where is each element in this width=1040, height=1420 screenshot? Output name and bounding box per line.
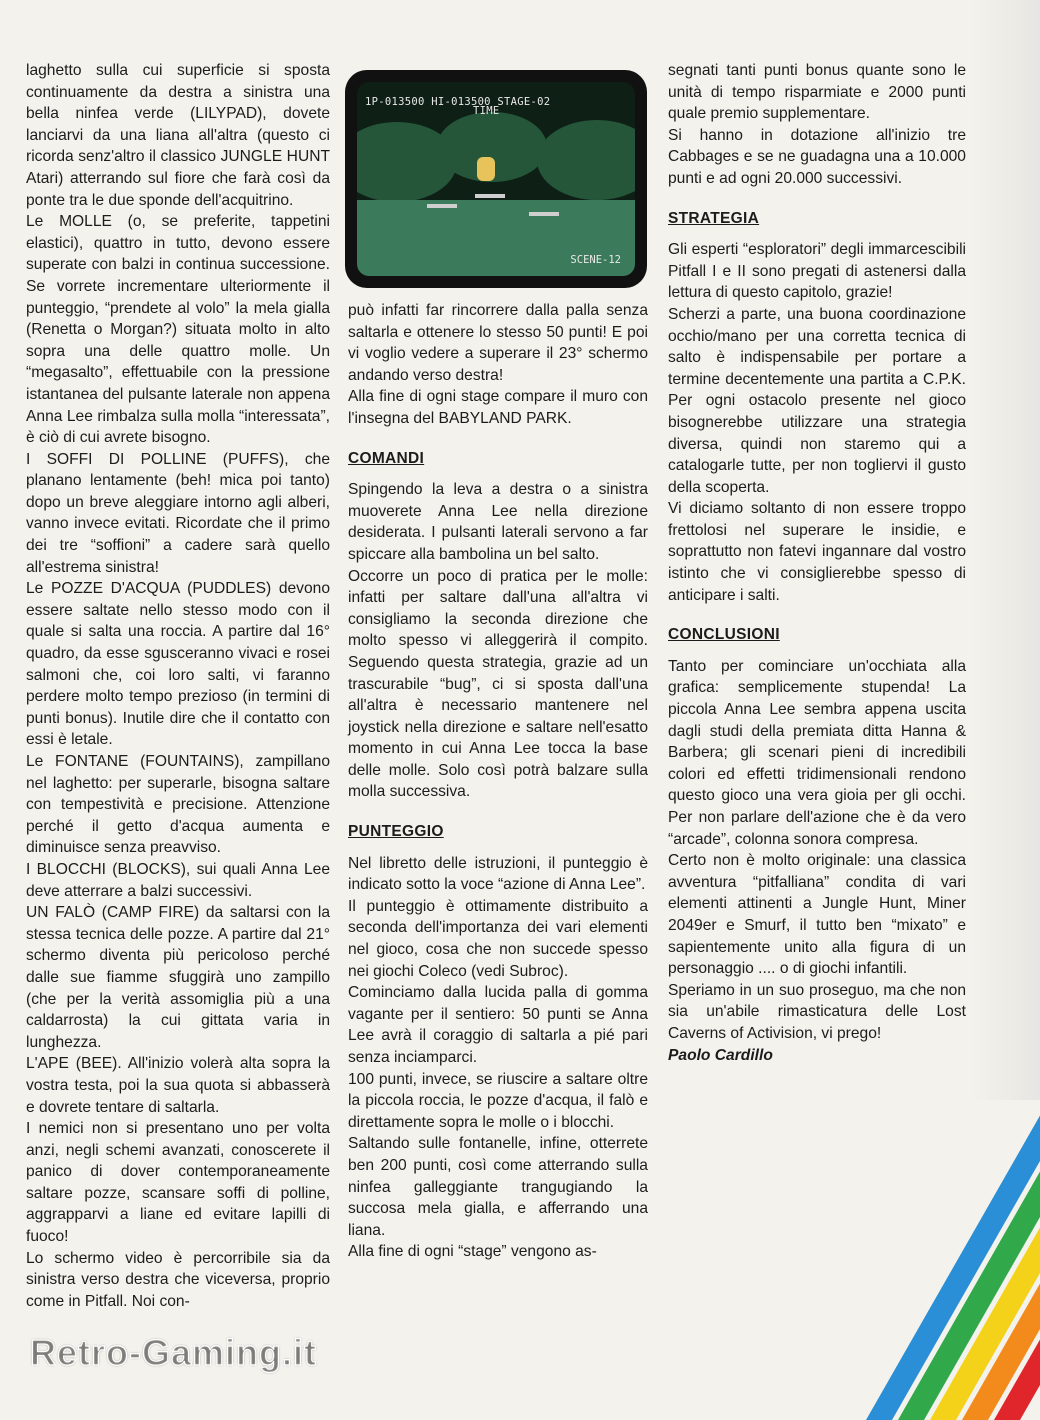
paragraph: segnati tanti punti bonus quante sono le unità di tempo risparmiate e 2000 punti quale premio supplementare. <box>668 62 966 123</box>
hud-time: TIME <box>473 105 500 117</box>
tree-canopy <box>537 120 635 200</box>
paragraph: UN FALÒ (CAMP FIRE) da saltarsi con la stessa tecnica delle pozze. A partire dal 21° schermo diventa più pericoloso perché dalle sue fiamme sfuggirà uno zampillo (che per la verità assomiglia più a una caldarrosta) la cui gittata varia in lunghezza. <box>26 904 330 1051</box>
paragraph: Si hanno in dotazione all'inizio tre Cabbages e se ne guadagna una a 10.000 punti e ad ogni 20.000 successivi. <box>668 126 966 187</box>
paragraph: Certo non è molto originale: una classica avventura “pitfalliana” condita di vari elementi attinenti a Jungle Hunt, Miner 2049er e Smurf, il tutto ben “mixato” e sapientemente unito alla figura di un personaggio .... o di giochi infantili. <box>668 852 966 978</box>
paragraph: Spingendo la leva a destra o a sinistra muoverete Anna Lee nella direzione desiderata. I pulsanti laterali servono a far spiccare alla bambolina un bel salto. <box>348 481 648 563</box>
rainbow-stripes <box>860 1100 1040 1420</box>
paragraph: Lo schermo video è percorribile sia da sinistra verso destra che viceversa, proprio come in Pitfall. Noi con- <box>26 1249 330 1310</box>
paragraph: Vi diciamo soltanto di non essere troppo frettolosi nel superare le insidie, e soprattutto non fatevi ingannare dal vostro istinto che vi consiglierebbe spesso di anticipare i salti. <box>668 500 966 604</box>
paragraph: Le FONTANE (FOUNTAINS), zampillano nel laghetto: per superarle, bisogna saltare con tempestività e precisione. Attenzione perché il getto d'acqua aumenta e diminuisce senza preavviso. <box>26 753 330 857</box>
author-signature: Paolo Cardillo <box>668 1046 773 1064</box>
paragraph: Alla fine di ogni “stage” vengono as- <box>348 1243 597 1261</box>
paragraph: Le POZZE D'ACQUA (PUDDLES) devono essere saltate nello stesso modo con il quale si salta una roccia. A partire dal 16° quadro, da esse sgusceranno vivaci e rosei salmoni che, coi loro salti, vi faranno perdere molto tempo prezioso (in termini di punti bonus). Inutile dire che il contatto con essi è letale. <box>26 580 330 749</box>
paragraph: Il punteggio è ottimamente distribuito a seconda dell'importanza dei vari elementi nel gioco, cosa che non succede spesso nei giochi Coleco (vedi Subroc). <box>348 897 648 980</box>
spring-platform <box>475 194 505 198</box>
page-edge-shadow <box>970 0 1040 1100</box>
section-heading-punteggio: PUNTEGGIO <box>348 823 444 841</box>
paragraph: Alla fine di ogni stage compare il muro con l'insegna del BABYLAND PARK. <box>348 388 648 427</box>
paragraph: Cominciamo dalla lucida palla di gomma vagante per il sentiero: 50 punti se Anna Lee avrà il coraggio di saltarla a pié pari senza inciamparci. <box>348 984 648 1066</box>
column-2 <box>348 300 648 1263</box>
paragraph: Speriamo in un suo proseguo, ma che non sia un'abile rimasticatura delle Lost Caverns of Activision, vi prego! <box>668 981 966 1042</box>
section-heading-strategia: STRATEGIA <box>668 209 760 227</box>
anna-lee-sprite <box>477 157 495 181</box>
game-screen <box>357 82 635 276</box>
paragraph: I nemici non si presentano uno per volta anzi, negli schemi avanzati, conoscerete il panico di dover contemporaneamente saltare pozze, scansare soffi di polline, aggrapparvi a liane ed evitare lapilli di fuoco! <box>26 1120 330 1246</box>
paragraph: Gli esperti “esploratori” degli immarcescibili Pitfall I e II sono pregati di astenersi dalla lettura di questo capitolo, grazie! <box>668 241 966 302</box>
spring-platform <box>427 204 457 208</box>
paragraph: Nel libretto delle istruzioni, il punteggio è indicato sotto la voce “azione di Anna Lee”. <box>348 854 648 894</box>
paragraph: L'APE (BEE). All'inizio volerà alta sopra la vostra testa, poi la sua quota si abbasserà e dovrete tentare di saltarla. <box>26 1055 330 1116</box>
paragraph: I BLOCCHI (BLOCKS), sui quali Anna Lee deve atterrare a balzi successivi. <box>26 860 330 900</box>
paragraph: Saltando sulle fontanelle, infine, otterrete ben 200 punti, così come atterrando sulla ninfea galleggiante trangugiando la succosa mela gialla, e afferrando una liana. <box>348 1135 648 1239</box>
section-heading-comandi: COMANDI <box>348 449 425 467</box>
paragraph: Occorre un poco di pratica per le molle: infatti per saltare dall'una all'altra vi consigliamo la seconda direzione che molto spesso vi alleggerirà il compito. Seguendo questa strategia, grazie ad un trascurabile “bug”, ci si sposta dall'una all'altra è necessario mantenere nel joystick nella direzione e saltare nell'esatto momento in cui Anna Lee tocca la base delle molle. Solo così potrà balzare sulla molla successiva. <box>348 567 648 801</box>
scene-label: SCENE-12 <box>570 254 621 266</box>
watermark: Retro-Gaming.it <box>30 1332 318 1373</box>
paragraph: laghetto sulla cui superficie si sposta continuamente da destra a sinistra una bella ninfea verde (LILYPAD), dovete lanciarvi da una liana all'altra (questo ci ricorda senz'altro il classico JUNGLE HUNT Atari) atterrando sul fiore che farà così da ponte tra le due sponde dell'acquitrino. <box>26 62 330 209</box>
paragraph: Le MOLLE (o, se preferite, tappetini elastici), quattro in tutto, devono essere superate con balzi in continua successione. Se vorrete incrementare ulteriormente il punteggio, “prendete al volo” la mela gialla (Renetta o Morgan?) situata molto in alto sopra una delle quattro molle. Un “megasalto”, effettuabile con la pressione istantanea del pulsante laterale non appena Anna Lee rimbalza sulla molla “interessata”, è ciò di cui avrete bisogno. <box>26 213 330 447</box>
spring-platform <box>529 212 559 216</box>
column-1 <box>26 60 330 1312</box>
paragraph: 100 punti, invece, se riuscire a saltare oltre la piccola roccia, le pozze d'acqua, il falò e direttamente sopra le molle o i blocchi. <box>348 1070 648 1131</box>
hud-score: 1P-013500 HI-013500 STAGE-02 <box>365 96 551 108</box>
game-screenshot <box>345 70 647 288</box>
section-heading-conclusioni: CONCLUSIONI <box>668 626 780 644</box>
paragraph: può infatti far rincorrere dalla palla senza saltarla e ottenere lo stesso 50 punti! E poi vi voglio vedere a superare il 23° schermo andando verso destra! <box>348 302 648 384</box>
column-3 <box>668 60 966 1066</box>
paragraph: Tanto per cominciare un'occhiata alla grafica: semplicemente stupenda! La piccola Anna Lee sembra appena uscita dagli studi della premiata ditta Hanna & Barbera; gli scenari pieni di incredibili colori ed effetti tridimensionali rendono questo gioco una vera gioia per gli occhi. Per non parlare dell'azione che è da vero “arcade”, colonna sonora compresa. <box>668 657 966 848</box>
paragraph: Scherzi a parte, una buona coordinazione occhio/mano per una corretta tecnica di salto è indispensabile per portare a termine decentemente una partita a C.P.K. Per ogni ostacolo presente nel gioco bisognerebbe utilizzare una strategia diversa, quindi non staremo qui a catalogarle tutte, per non togliervi il gusto della scoperta. <box>668 305 966 496</box>
paragraph: I SOFFI DI POLLINE (PUFFS), che planano lentamente (beh! mica poi tanto) dopo un breve aleggiare intorno agli alberi, vanno invece evitati. Ricordate che il primo dei tre “soffioni” a cadere sarà quello all'estrema sinistra! <box>26 450 330 576</box>
